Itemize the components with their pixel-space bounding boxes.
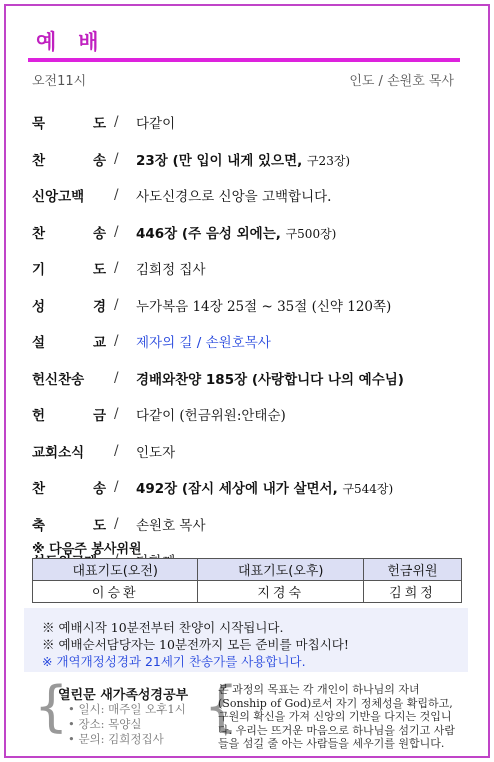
order-separator: / (114, 114, 119, 131)
order-content: 23장 (만 입이 내게 있으면, 구23장) (136, 152, 351, 169)
order-row (32, 287, 472, 324)
order-content: 누가복음 14장 25절 ~ 35절 (신약 120쪽) (136, 298, 392, 315)
order-content: 492장 (잠시 세상에 내가 살면서, 구544장) (136, 481, 394, 498)
order-label: 헌신찬송 (32, 371, 85, 388)
order-label: 교회소식 (32, 444, 85, 461)
order-label: 기 도 (32, 262, 106, 279)
order-label: 신앙고백 (32, 189, 85, 206)
study-info-item: • 문의: 김희정집사 (68, 732, 164, 746)
order-row (32, 433, 472, 470)
order-separator: / (114, 223, 119, 240)
order-content: 다같이 (헌금위원:안태순) (136, 408, 286, 425)
study-description: 본 과정의 목표는 각 개인이 하나님의 자녀(Sonship of God)로서 자기 정체성을 확립하고, 구원의 확신을 가져 신앙의 기반을 다지는 것입니다. 우리는 뜨거운 마음으로 하나님을 섬기고 사람들을 섬길 줄 아는 사람들을 세우기를 원합니다. (218, 683, 455, 750)
duty-table (32, 558, 462, 603)
order-row (32, 250, 472, 287)
title-underline (28, 58, 460, 62)
right-brace-icon: { (204, 675, 239, 738)
order-separator: / (114, 515, 119, 532)
duty-value: 김희정 (363, 581, 461, 603)
study-section (30, 675, 470, 752)
study-info-item: • 일시: 매주일 오후1시 (68, 702, 186, 716)
order-label: 묵 도 (32, 116, 106, 133)
note-item: ※ 예배순서담당자는 10분전까지 모든 준비를 마칩시다! (42, 637, 349, 652)
order-separator: / (114, 260, 119, 277)
service-leader: 인도 / 손원호 목사 (349, 74, 454, 89)
service-time: 오전11시 (32, 74, 87, 89)
order-row (32, 360, 472, 397)
order-content: 김희정 집사 (136, 262, 206, 279)
duty-title: ※ 다음주 봉사위원 (32, 542, 142, 557)
duty-header: 대표기도(오후) (198, 559, 363, 581)
order-of-worship (32, 104, 472, 579)
order-label: 축 도 (32, 517, 106, 534)
order-separator: / (114, 333, 119, 350)
page-title: 예배 (36, 30, 121, 54)
order-separator: / (114, 479, 119, 496)
study-info-item: • 장소: 목양실 (68, 717, 142, 731)
order-row (32, 141, 472, 178)
order-row (32, 396, 472, 433)
duty-header: 대표기도(오전) (33, 559, 198, 581)
order-separator: / (114, 187, 119, 204)
order-label: 설 교 (32, 335, 106, 352)
order-row (32, 469, 472, 506)
order-separator: / (114, 369, 119, 386)
order-label: 찬 송 (32, 225, 106, 242)
order-row (32, 214, 472, 251)
duty-value: 지경숙 (198, 581, 363, 603)
order-content: 인도자 (136, 444, 176, 461)
left-brace-icon: { (34, 675, 69, 738)
order-label: 찬 송 (32, 481, 106, 498)
order-content: 다같이 (136, 116, 176, 133)
study-title: 열린문 새가족성경공부 (58, 688, 189, 703)
order-content: 446장 (주 음성 외에는, 구500장) (136, 225, 337, 242)
notes-box (24, 608, 468, 672)
duty-value: 이승환 (33, 581, 198, 603)
order-row (32, 506, 472, 543)
order-content: 경배와찬양 185장 (사랑합니다 나의 예수님) (136, 371, 404, 388)
note-item: ※ 예배시작 10분전부터 찬양이 시작됩니다. (42, 620, 284, 635)
duty-value-row (33, 581, 462, 603)
order-label: 찬 송 (32, 152, 106, 169)
order-separator: / (114, 406, 119, 423)
order-separator: / (114, 150, 119, 167)
order-separator: / (114, 442, 119, 459)
order-content: 사도신경으로 신앙을 고백합니다. (136, 189, 332, 206)
study-info-list (68, 702, 186, 747)
order-row (32, 104, 472, 141)
duty-header: 헌금위원 (363, 559, 461, 581)
note-item: ※ 개역개정성경과 21세기 찬송가를 사용합니다. (42, 654, 306, 669)
order-separator: / (114, 296, 119, 313)
order-content: 제자의 길 / 손원호목사 (136, 335, 271, 352)
order-label: 헌 금 (32, 408, 106, 425)
order-label: 성 경 (32, 298, 106, 315)
duty-header-row (33, 559, 462, 581)
order-row (32, 177, 472, 214)
order-content: 손원호 목사 (136, 517, 206, 534)
order-row (32, 323, 472, 360)
